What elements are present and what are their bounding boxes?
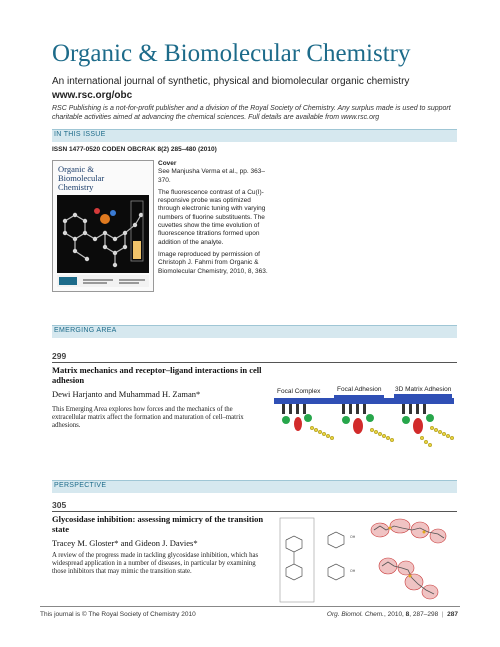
- footer-page-number: 287: [447, 611, 458, 618]
- journal-subtitle: An international journal of synthetic, physical and biomolecular organic chemistry: [52, 76, 410, 87]
- footer-divider: [40, 606, 460, 607]
- cover-credit: Image reproduced by permission of Christoph J. Fahrni from Organic & Biomolecular Chemistry, 2010, 8, 363.: [158, 250, 268, 275]
- cover-citation: See Manjusha Verma et al., pp. 363–370.: [158, 168, 265, 184]
- publisher-disclaimer: RSC Publishing is a not-for-profit publisher and a division of the Royal Society of Chemistry. Any surplus made is used to support charitable activities aimed at advancing the chemical sciences. Full details are available from www.rsc.org: [52, 105, 451, 121]
- article-abstract: A review of the progress made in tackling glycosidase inhibition, which has widespread application in a number of diseases, in particular by examining those inhibitors that may mimic the transition state.: [52, 552, 259, 576]
- figure-label: Focal Complex: [277, 388, 321, 395]
- footer-pages: , 287–298: [409, 611, 439, 618]
- cover-image[interactable]: [52, 160, 154, 292]
- article-page-number: 305: [52, 500, 67, 510]
- article-authors: Dewi Harjanto and Muhammad H. Zaman*: [52, 389, 201, 399]
- section-label: EMERGING AREA: [54, 327, 117, 334]
- glycosidase-figure[interactable]: [272, 516, 460, 604]
- footer-journal: Org. Biomol. Chem.: [326, 611, 384, 618]
- cover-heading: Cover: [158, 160, 177, 167]
- adhesion-figure[interactable]: [272, 382, 462, 452]
- journal-title: Organic & Biomolecular Chemistry: [52, 40, 411, 67]
- cover-molecule-art: [53, 161, 153, 291]
- journal-url-link[interactable]: www.rsc.org/obc: [52, 90, 133, 101]
- article-abstract: This Emerging Area explores how forces and the mechanics of the extracellular matrix affect the formation and maturation of cell–matrix adhesions.: [52, 406, 244, 430]
- cover-name-line: Biomolecular: [58, 173, 105, 183]
- cover-name-line: Organic &: [58, 164, 94, 174]
- footer-copyright: This journal is © The Royal Society of Chemistry 2010: [40, 611, 196, 618]
- section-bar-perspective: [52, 480, 457, 493]
- section-label: PERSPECTIVE: [54, 482, 107, 489]
- svg-text:OH: OH: [350, 535, 356, 539]
- footer-citation: Org. Biomol. Chem., 2010, 8, 287–298 | 287: [326, 611, 458, 618]
- figure-label: 3D Matrix Adhesion: [395, 386, 452, 393]
- article-page-number: 299: [52, 351, 67, 361]
- divider: [52, 511, 457, 512]
- footer-volume: 8: [405, 611, 410, 618]
- svg-text:OH: OH: [350, 569, 356, 573]
- article-title-link[interactable]: Matrix mechanics and receptor–ligand interactions in cell adhesion: [52, 365, 262, 385]
- article-title-link[interactable]: Glycosidase inhibition: assessing mimicry of the transition state: [52, 514, 264, 534]
- cover-name-line: Chemistry: [58, 182, 94, 192]
- divider: [52, 362, 457, 363]
- issn-line: ISSN 1477-0520 CODEN OBCRAK 8(2) 285–480 (2010): [52, 146, 217, 153]
- article-authors: Tracey M. Gloster* and Gideon J. Davies*: [52, 538, 198, 548]
- figure-label: Focal Adhesion: [337, 386, 382, 393]
- footer-year: , 2010,: [383, 611, 406, 618]
- section-label: IN THIS ISSUE: [54, 131, 106, 138]
- section-bar-emerging-area: [52, 325, 457, 338]
- section-bar-in-this-issue: [52, 129, 457, 142]
- cover-description: The fluorescence contrast of a Cu(I)-responsive probe was optimized through electronic tuning with varying numbers of fluorine substituents. The cuvettes show the time evolution of fluorescence titrations formed upon addition of the analyte.: [158, 188, 266, 246]
- cover-caption: [158, 160, 273, 280]
